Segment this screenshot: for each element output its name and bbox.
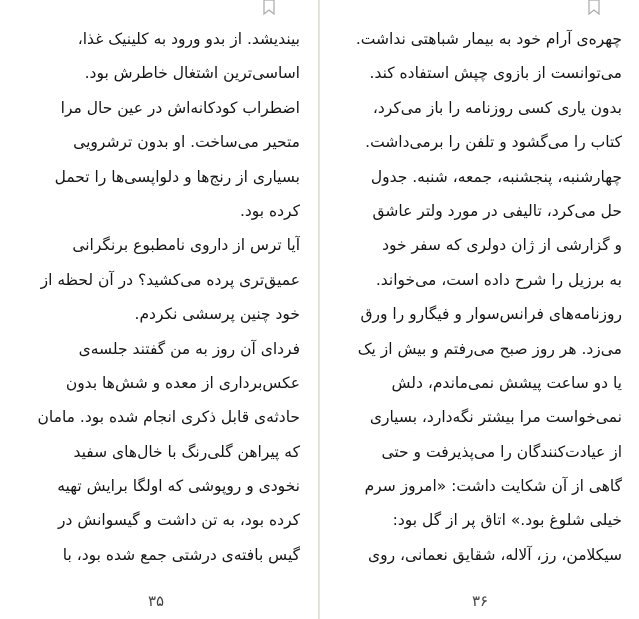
text-line: بینديشد. از بدو ورود به کلینیک غذا، xyxy=(77,30,300,48)
text-line: عکس‌برداری از معده و شش‌ها بدون xyxy=(65,373,300,392)
text-line: و گزارشی از ژان دولری که سفر خود xyxy=(382,236,622,255)
text-line: می‌توانست از بازوی چپش استفاده کند. xyxy=(369,64,622,83)
text-line: عمیق‌تری پرده می‌کشید؟ در آن لحظه از xyxy=(40,270,300,289)
text-line: متحیر می‌ساخت. او بدون ترشرویی xyxy=(73,133,300,152)
text-line: بسیاری از رنج‌ها و دلواپسی‌ها را تحمل xyxy=(54,167,300,186)
text-line: به برزیل را شرح داده است، می‌خواند. xyxy=(375,270,622,289)
text-line: اساسی‌ترین اشتغال خاطرش بود. xyxy=(84,64,300,83)
text-line: گیس بافته‌ی درشتی جمع شده بود، با xyxy=(62,545,300,564)
text-line: فردای آن روز به من گفتند جلسه‌ی xyxy=(78,339,300,358)
bookmark-icon[interactable] xyxy=(263,0,275,15)
left-page-text xyxy=(28,22,300,572)
text-line: کرده بود. xyxy=(239,201,300,220)
text-line: می‌زد. هر روز صبح می‌رفتم و بیش از یک xyxy=(357,339,622,358)
bookmark-icon[interactable] xyxy=(588,0,600,15)
text-line: کرده بود، به تن داشت و گیسوانش در xyxy=(58,511,300,530)
text-line: آیا ترس از داروی نامطبوع برنگرانی xyxy=(72,236,300,255)
text-line: از عیادت‌کنندگان را می‌پذیرفت و حتی xyxy=(381,442,622,461)
text-line: خیلی شلوغ بود.» اتاق پر از گل بود: xyxy=(392,511,622,530)
text-line: نخودی و روپوشی که اولگا برایش تهیه xyxy=(57,477,300,496)
text-line: روزنامه‌های فرانس‌سوار و فیگارو را ورق xyxy=(360,305,622,324)
left-page[interactable] xyxy=(0,0,318,619)
text-line: اضطراب کودکانه‌اش در عین حال مرا xyxy=(60,98,300,117)
right-page[interactable] xyxy=(320,0,639,619)
text-line: نمی‌خواست مرا بیشتر نگه‌دارد، بسیاری xyxy=(369,408,622,427)
text-line: بدون یاری کسی روزنامه را باز می‌کرد، xyxy=(372,98,622,117)
text-line: سیکلامن، رز، آلاله، شقایق نعمانی، روی xyxy=(368,545,622,564)
text-line: کتاب را می‌گشود و تلفن را برمی‌داشت. xyxy=(365,133,622,152)
text-line: چهره‌ی آرام خود به بیمار شباهتی نداشت. xyxy=(355,30,622,48)
text-line: یا دو ساعت پیشش نمی‌ماندم، دلش xyxy=(391,373,622,392)
text-line: حادثه‌ی قابل ذکری انجام شده بود. مامان xyxy=(37,408,300,427)
text-line: چهارشنبه، پنجشنبه، جمعه، شنبه. جدول xyxy=(370,167,622,186)
right-page-text xyxy=(342,22,622,572)
text-line: خود چنین پرسشی نکردم. xyxy=(134,305,300,324)
page-number: ۳۵ xyxy=(148,592,165,610)
text-line: حل می‌کرد، تالیفی در مورد ولتر عاشق xyxy=(372,201,622,220)
page-number: ۳۶ xyxy=(472,592,489,610)
text-line: که پیراهن گلی‌رنگ با خال‌های سفید xyxy=(73,442,300,461)
text-line: گاهی از آن شکایت داشت: «امروز سرم xyxy=(364,477,622,496)
